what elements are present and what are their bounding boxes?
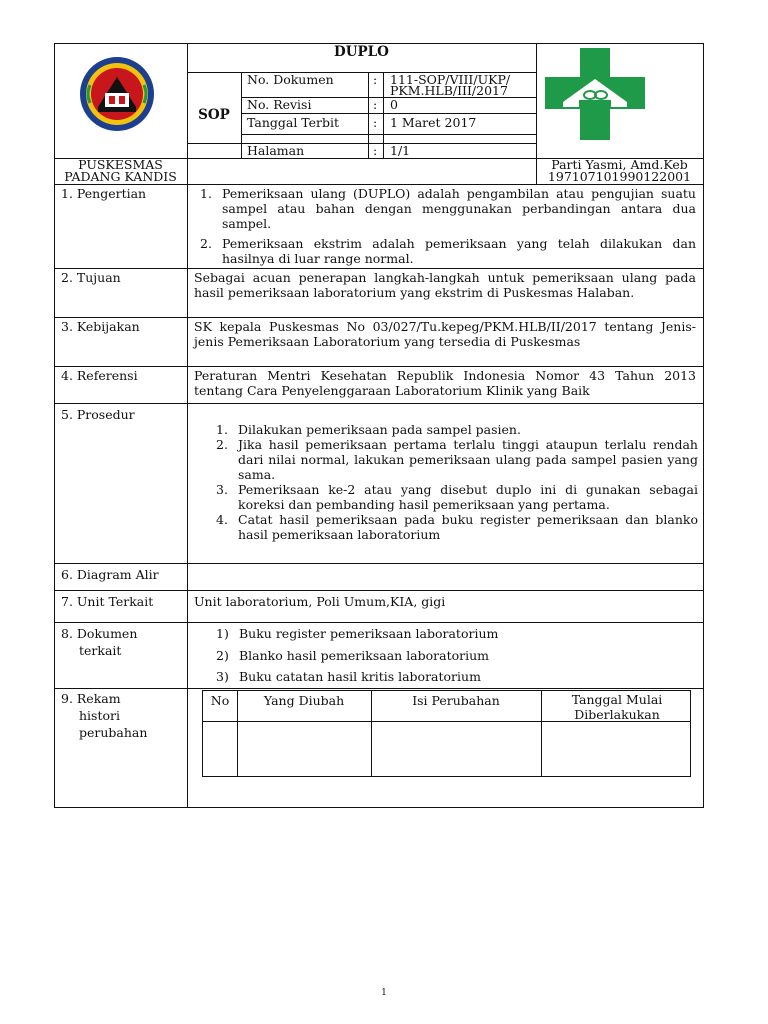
section-label-referensi: 4. Referensi [61, 368, 138, 383]
section-label-diagram: 6. Diagram Alir [61, 567, 159, 582]
list-text: Buku catatan hasil kritis laboratorium [239, 669, 481, 684]
health-cross-logo [543, 46, 647, 142]
field-value-tanggal-terbit: 1 Maret 2017 [390, 115, 477, 130]
pengertian-list [200, 186, 696, 266]
field-label-halaman: Halaman [247, 143, 305, 158]
field-sep: : [373, 72, 378, 87]
puskesmas-logo [78, 55, 156, 133]
list-number: 4. [216, 512, 228, 527]
list-item [216, 512, 698, 542]
referensi-text: Peraturan Mentri Kesehatan Republik Indonesia Nomor 43 Tahun 2013 tentang Cara Penyelenggaraan Laboratorium Klinik yang Baik [194, 368, 696, 398]
list-number: 2. [216, 437, 228, 452]
section-label-tujuan: 2. Tujuan [61, 270, 121, 285]
section-label-rekam: 9. Rekam [61, 691, 121, 706]
section-label-pengertian: 1. Pengertian [61, 186, 147, 201]
kebijakan-text: SK kepala Puskesmas No 03/027/Tu.kepeg/PKM.HLB/II/2017 tentang Jenis-jenis Pemeriksaan Laboratorium yang tersedia di Puskesmas [194, 319, 696, 349]
list-number: 2. [200, 236, 212, 251]
field-value-halaman: 1/1 [390, 143, 411, 158]
section-label-prosedur: 5. Prosedur [61, 407, 135, 422]
list-item [216, 422, 698, 437]
table-header-yang-diubah: Yang Diubah [263, 693, 345, 708]
sop-label: SOP [198, 107, 230, 123]
tujuan-text: Sebagai acuan penerapan langkah-langkah untuk pemeriksaan ulang pada hasil pemeriksaan laboratorium yang ekstrim di Puskesmas Halaban. [194, 270, 696, 300]
field-label-no-revisi: No. Revisi [247, 97, 312, 112]
table-header-no: No [210, 693, 230, 708]
org-name: PADANG KANDIS [64, 169, 177, 184]
field-sep: : [373, 143, 378, 158]
field-label-tanggal-terbit: Tanggal Terbit [247, 115, 340, 130]
list-text: Buku register pemeriksaan laboratorium [239, 626, 499, 641]
signer-name: Parti Yasmi, Amd.Keb [551, 157, 688, 172]
section-label-rekam: perubahan [79, 725, 148, 740]
list-number: 1) [216, 626, 229, 641]
history-table [202, 690, 691, 777]
section-label-unit: 7. Unit Terkait [61, 594, 154, 609]
prosedur-list [216, 422, 698, 542]
field-value-no-dokumen: PKM.HLB/III/2017 [390, 83, 508, 98]
section-label-rekam: histori [79, 708, 120, 723]
list-number: 3. [216, 482, 228, 497]
list-number: 2) [216, 648, 229, 663]
list-item [216, 482, 698, 512]
list-number: 1. [200, 186, 212, 201]
field-value-no-dokumen: 111-SOP/VIII/UKP/ [390, 72, 511, 87]
field-value-no-revisi: 0 [390, 97, 398, 112]
section-label-dokumen: 8. Dokumen [61, 626, 138, 641]
field-label-no-dokumen: No. Dokumen [247, 72, 334, 87]
unit-text: Unit laboratorium, Poli Umum,KIA, gigi [194, 594, 446, 609]
table-header-isi-perubahan: Isi Perubahan [412, 693, 500, 708]
section-label-kebijakan: 3. Kebijakan [61, 319, 140, 334]
page-title: DUPLO [334, 44, 389, 60]
table-header-tanggal: Tanggal Mulai Diberlakukan [571, 692, 663, 722]
list-number: 3) [216, 669, 229, 684]
signer-nip: 197107101990122001 [547, 169, 692, 184]
list-item [216, 437, 698, 482]
page-number: 1 [381, 988, 387, 998]
field-sep: : [373, 97, 378, 112]
list-item [200, 236, 696, 266]
list-text: Blanko hasil pemeriksaan laboratorium [239, 648, 490, 663]
list-text: Pemeriksaan ekstrim adalah pemeriksaan yang telah dilakukan dan hasilnya di luar range normal. [222, 236, 696, 266]
list-text: Dilakukan pemeriksaan pada sampel pasien. [238, 422, 521, 437]
section-label-dokumen: terkait [79, 643, 122, 658]
org-name: PUSKESMAS [78, 157, 163, 172]
field-sep: : [373, 115, 378, 130]
list-text: Pemeriksaan ke-2 atau yang disebut duplo ini di gunakan sebagai koreksi dan pembanding hasil pemeriksaan yang pertama. [238, 482, 698, 512]
list-text: Pemeriksaan ulang (DUPLO) adalah pengambilan atau pengujian suatu sampel atau bahan dengan menggunakan perbandingan antara dua sampel. [222, 186, 696, 231]
list-text: Catat hasil pemeriksaan pada buku register pemeriksaan dan blanko hasil pemeriksaan laboratorium [238, 512, 698, 542]
list-text: Jika hasil pemeriksaan pertama terlalu tinggi ataupun terlalu rendah dari nilai normal, lakukan pemeriksaan ulang pada sampel pasien yang sama. [238, 437, 698, 482]
list-item [200, 186, 696, 231]
list-number: 1. [216, 422, 228, 437]
